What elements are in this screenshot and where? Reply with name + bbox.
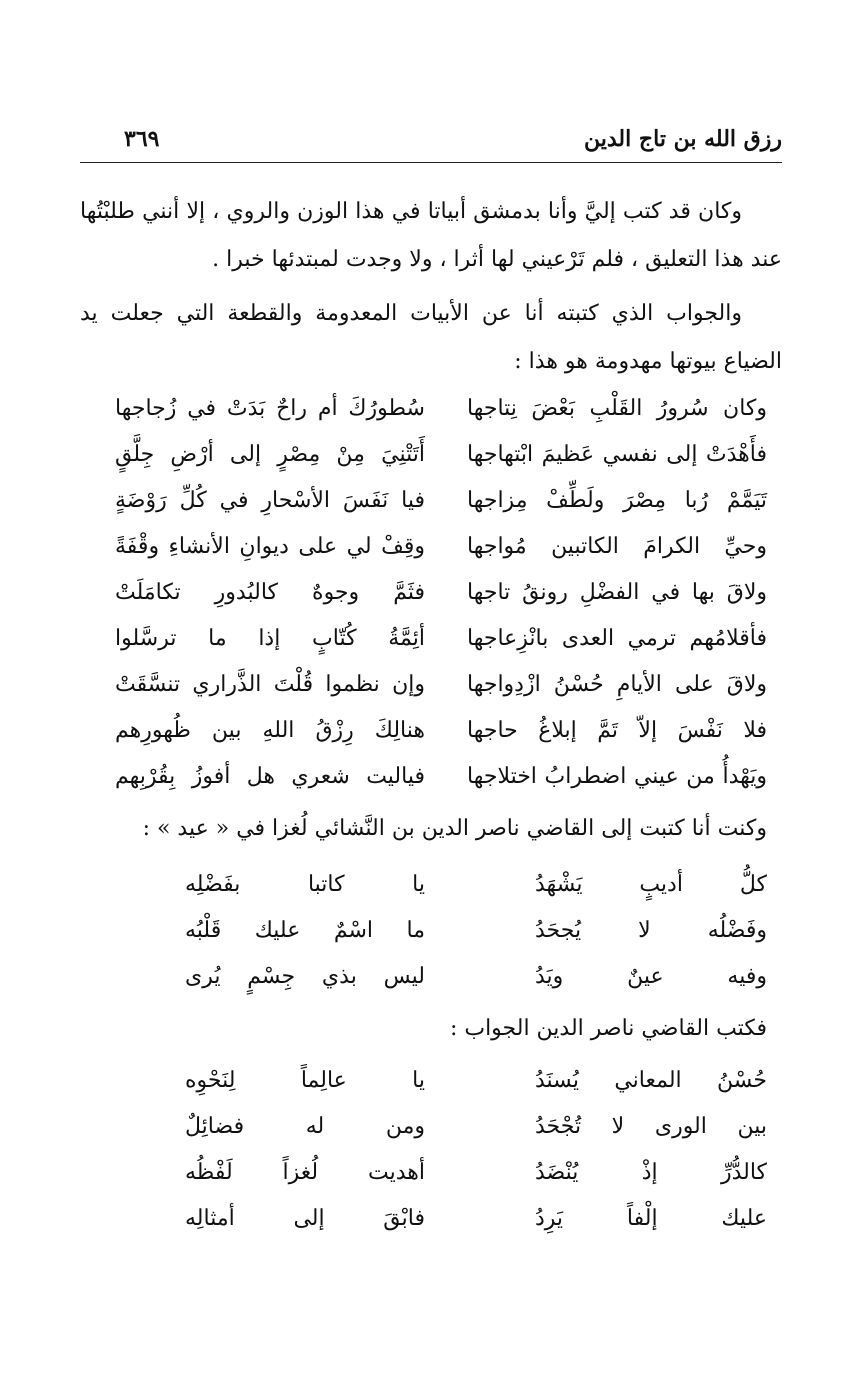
verse-first-hemistich: ما اسْمٌ عليك قَلْبُه [185,918,425,943]
verse-first-hemistich: فثَمَّ وجوهٌ كالبُدورِ تكامَلَتْ [115,580,425,605]
verse-second-hemistich: وفَضْلُه لا يُجحَدُ [535,918,767,943]
page-header [80,120,782,160]
verse-second-hemistich: فأقلامُهم ترمي العدى بانْزِعاجها [467,626,767,651]
verse-second-hemistich: وكان سُرورُ القَلْبِ بَعْضَ نِتاجها [467,396,767,421]
verse-line [0,1104,867,1150]
verse-second-hemistich: ولاقَ على الأيامِ حُسْنُ ازْدِواجها [467,672,767,697]
verse-line [0,386,867,432]
header-rule [80,162,782,163]
verse-first-hemistich: وإن نظموا قُلْتَ الذَّراري تنسَّقَتْ [115,672,425,697]
verse-line [0,662,867,708]
paragraph: وكان قد كتب إليَّ وأنا بدمشق أبياتا في هذا الوزن والروي ، إلا أنني طلبْتُها عند هذا التعليق ، فلم تَرْعيني لها أثرا ، ولا وجدت لمبتدئها خبرا . [80,199,782,272]
verse-line [0,524,867,570]
page-number: ٣٦٩ [124,126,160,152]
verse-second-hemistich: تَيَمَّمْ رُبا مِصْرَ ولَطِّفْ مِزاجها [467,488,767,513]
intro-text: فكتب القاضي ناصر الدين الجواب : [449,1016,767,1041]
verse-second-hemistich: ولاقَ بها في الفضْلِ رونقُ تاجها [467,580,767,605]
poem-2 [0,862,867,1000]
verse-line [0,432,867,478]
verse-second-hemistich: كلُّ أديبٍ يَشْهَدُ [535,872,767,897]
verse-line [0,954,867,1000]
verse-line [0,708,867,754]
verse-first-hemistich: هنالِكَ رِزْقُ اللهِ بين ظُهورِهم [115,718,425,743]
verse-first-hemistich: أئِمَّةُ كُتّابٍ إذا ما ترسَّلوا [115,626,425,651]
verse-second-hemistich: بين الورى لا تُجْحَدُ [535,1114,767,1139]
verse-first-hemistich: فيا نَفَسَ الأسْحارِ في كُلِّ رَوْضَةٍ [115,488,425,513]
poem-3 [0,1058,867,1242]
verse-first-hemistich: ليس بذي جِسْمٍ يُرى [185,964,425,989]
verse-second-hemistich: فأَهْدَتْ إلى نفسي عَظيمَ ابْتهاجها [467,442,767,467]
poem-1 [0,386,867,800]
verse-line [0,570,867,616]
verse-second-hemistich: كالدُّرِّ إذْ يُنْضَدُ [535,1160,767,1185]
verse-line [0,754,867,800]
intro-text: وكنت أنا كتبت إلى القاضي ناصر الدين بن النَّشائي لُغزا في « عيد » : [142,816,767,841]
verse-first-hemistich: أَتَتْنِيَ مِنْ مِصْرٍ إلى أرْضِ جِلَّقٍ [115,442,425,467]
verse-first-hemistich: يا عالِماً لِنَحْوِه [185,1068,425,1093]
verse-first-hemistich: أهديت لُغزاً لَفْظُه [185,1160,425,1185]
verse-first-hemistich: فابْقَ إلى أمثالِه [185,1206,425,1231]
verse-second-hemistich: عليك إلْفاً يَرِدُ [535,1206,767,1231]
verse-second-hemistich: وفيه عينٌ ويَدُ [535,964,767,989]
verse-second-hemistich: وحيِّ الكرامَ الكاتبين مُواجها [467,534,767,559]
paragraph: والجواب الذي كتبته أنا عن الأبيات المعدومة والقطعة التي جعلت يد الضياع بيوتها مهدومة هو هذا : [80,301,782,374]
verse-line [0,1150,867,1196]
verse-line [0,1196,867,1242]
verse-first-hemistich: ومن له فضائِلٌ [185,1114,425,1139]
verse-line [0,1058,867,1104]
verse-line [0,908,867,954]
verse-second-hemistich: فلا نَفْسَ إلاّ تَمَّ إبلاغُ حاجها [467,718,767,743]
verse-line [0,616,867,662]
verse-first-hemistich: يا كاتبا بفَضْلِه [185,872,425,897]
verse-second-hemistich: ويَهْدأُ من عيني اضطرابُ اختلاجها [467,764,767,789]
verse-first-hemistich: سُطورُكَ أم راحٌ بَدَتْ في زُجاجها [115,396,425,421]
verse-second-hemistich: حُسْنُ المعاني يُسنَدُ [535,1068,767,1093]
verse-first-hemistich: وقِفْ لي على ديوانِ الأنشاءِ وقْفَةً [115,534,425,559]
running-title: رزق الله بن تاج الدين [584,126,782,152]
verse-line [0,862,867,908]
verse-line [0,478,867,524]
verse-first-hemistich: فياليت شعري هل أفوزُ بِقُرْبِهم [115,764,425,789]
